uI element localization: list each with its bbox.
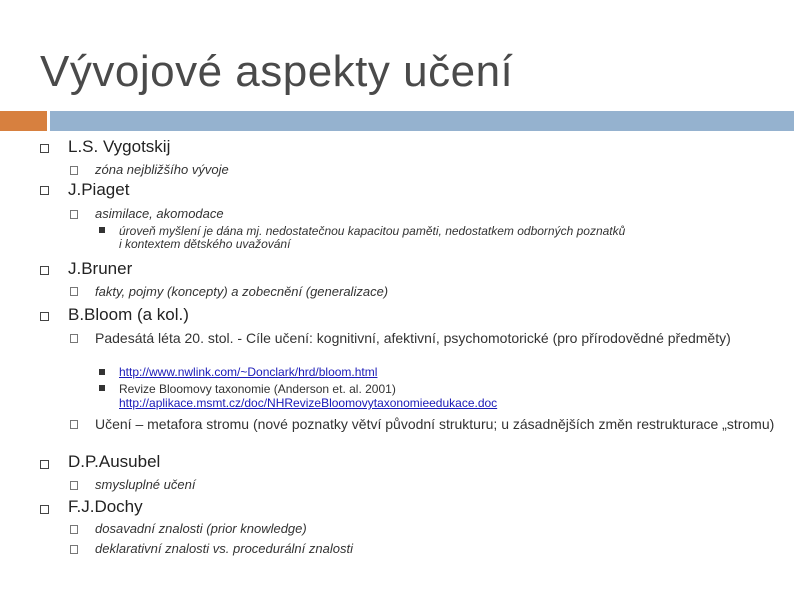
bullet-square-icon [70, 287, 78, 296]
heading-dochy: F.J.Dochy [68, 497, 143, 516]
bullet-square-icon [40, 460, 49, 469]
point-zone: zóna nejbližšího vývoje [95, 162, 229, 177]
heading-vygotskij: L.S. Vygotskij [68, 137, 171, 156]
slide-title: Vývojové aspekty učení [40, 47, 514, 96]
subpoint-revision: Revize Bloomovy taxonomie (Anderson et. al. 2001) [119, 382, 396, 396]
point-declarative: deklarativní znalosti vs. procedurální znalosti [95, 541, 353, 556]
bullet-square-icon [40, 312, 49, 321]
heading-piaget: J.Piaget [68, 180, 130, 199]
point-tree-metaphor: Učení – metafora stromu (nové poznatky větví původní strukturu; u zásadnějších změn restrukturace „stromu) [95, 416, 775, 432]
subpoint-thinking-level: úroveň myšlení je dána mj. nedostatečnou kapacitou paměti, nedostatkem odborných poznatků [119, 224, 626, 238]
bullet-square-icon [70, 545, 78, 554]
bullet-square-icon [70, 334, 78, 343]
bullet-square-icon [40, 505, 49, 514]
bullet-square-icon [70, 525, 78, 534]
bullet-square-icon [70, 481, 78, 490]
bullet-filled-icon [99, 227, 105, 233]
accent-bar-orange [0, 111, 47, 131]
bullet-square-icon [40, 186, 49, 195]
heading-bloom: B.Bloom (a kol.) [68, 305, 189, 324]
bullet-square-icon [70, 420, 78, 429]
point-assimilation: asimilace, akomodace [95, 206, 224, 221]
bullet-square-icon [40, 144, 49, 153]
point-prior-knowledge: dosavadní znalosti (prior knowledge) [95, 521, 307, 536]
bullet-filled-icon [99, 369, 105, 375]
bullet-filled-icon [99, 385, 105, 391]
point-fifties: Padesátá léta 20. stol. - Cíle učení: kognitivní, afektivní, psychomotorické (pro přírodovědné předměty) [95, 330, 731, 346]
subpoint-thinking-level-cont: i kontextem dětského uvažování [119, 237, 291, 251]
link-msmt[interactable]: http://aplikace.msmt.cz/doc/NHRevizeBloomovytaxonomieedukace.doc [119, 396, 498, 410]
bullet-square-icon [70, 210, 78, 219]
point-meaningful: smysluplné učení [95, 477, 196, 492]
accent-bar-blue [50, 111, 794, 131]
point-facts: fakty, pojmy (koncepty) a zobecnění (generalizace) [95, 284, 389, 299]
link-bloom[interactable]: http://www.nwlink.com/~Donclark/hrd/bloom.html [119, 365, 378, 379]
bullet-square-icon [40, 266, 49, 275]
heading-ausubel: D.P.Ausubel [68, 452, 161, 471]
bullet-square-icon [70, 166, 78, 175]
heading-bruner: J.Bruner [68, 259, 133, 278]
